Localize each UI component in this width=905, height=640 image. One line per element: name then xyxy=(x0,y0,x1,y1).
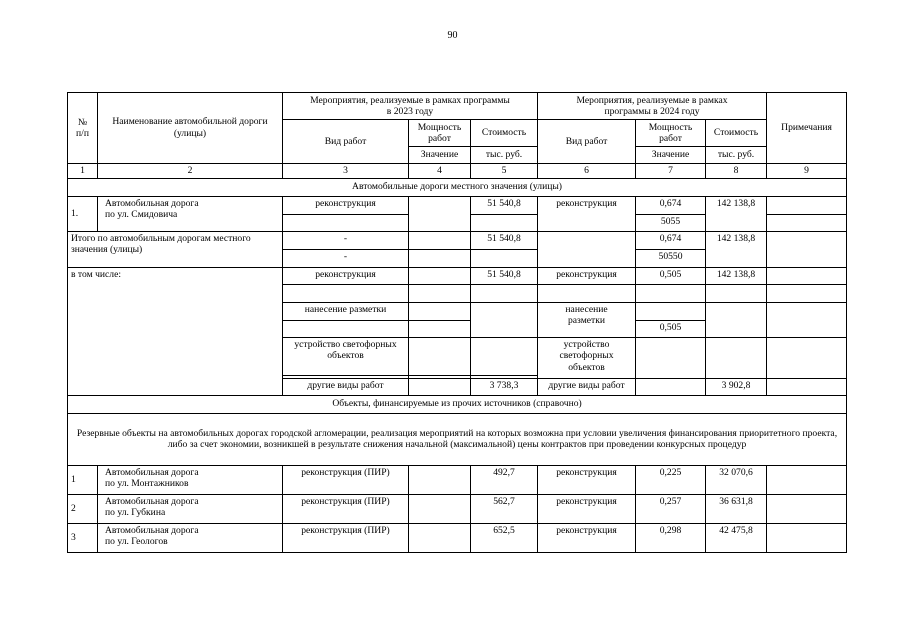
header-notes: Примечания xyxy=(767,93,847,164)
work-type-2023 xyxy=(283,284,409,302)
capacity-2024: 5055 xyxy=(636,214,706,231)
work-type-2024: другие виды работ xyxy=(538,378,636,395)
notes xyxy=(767,196,847,214)
notes xyxy=(767,494,847,523)
notes xyxy=(767,337,847,378)
road-name: Автомобильная дорога по ул. Смидовича xyxy=(98,196,283,231)
notes xyxy=(767,465,847,494)
header-cost-2023: Стоимость xyxy=(471,120,538,147)
cost-2023: 51 540,8 xyxy=(471,196,538,214)
work-type-2023 xyxy=(283,214,409,231)
notes xyxy=(767,284,847,302)
capacity-2023 xyxy=(409,284,471,302)
capacity-2024 xyxy=(636,337,706,378)
work-type-2023: - xyxy=(283,249,409,267)
capacity-2024: 0,298 xyxy=(636,523,706,552)
work-type-2023: нанесение разметки xyxy=(283,302,409,320)
capacity-2023 xyxy=(409,523,471,552)
roads-program-table xyxy=(67,92,847,553)
work-type-2023: реконструкция (ПИР) xyxy=(283,465,409,494)
cost-2024: 32 070,6 xyxy=(706,465,767,494)
col-num: 5 xyxy=(471,164,538,179)
work-type-2024 xyxy=(538,231,636,267)
capacity-2024 xyxy=(636,302,706,320)
cost-2023: 51 540,8 xyxy=(471,231,538,249)
col-num: 6 xyxy=(538,164,636,179)
work-type-2023: реконструкция xyxy=(283,267,409,284)
work-type-2023: другие виды работ xyxy=(283,378,409,395)
cost-2023: 3 738,3 xyxy=(471,378,538,395)
header-num: № п/п xyxy=(68,93,98,164)
header-group-2023: Мероприятия, реализуемые в рамках программы в 2023 году xyxy=(283,93,538,120)
capacity-2024: 0,225 xyxy=(636,465,706,494)
cost-2023 xyxy=(471,337,538,375)
cost-2024: 142 138,8 xyxy=(706,196,767,231)
capacity-2024: 0,257 xyxy=(636,494,706,523)
capacity-2024: 0,674 xyxy=(636,231,706,249)
cost-2024: 3 902,8 xyxy=(706,378,767,395)
work-type-2023: реконструкция (ПИР) xyxy=(283,494,409,523)
header-unit-2023: тыс. руб. xyxy=(471,147,538,164)
row-num: 1. xyxy=(68,196,98,231)
table-row xyxy=(68,267,847,284)
work-type-2023: реконструкция xyxy=(283,196,409,214)
capacity-2023 xyxy=(409,196,471,231)
row-num: 1 xyxy=(68,465,98,494)
header-cost-2024: Стоимость xyxy=(706,120,767,147)
capacity-2023 xyxy=(409,337,471,375)
cost-2024: 142 138,8 xyxy=(706,267,767,284)
capacity-2024 xyxy=(636,378,706,395)
cost-2023: 492,7 xyxy=(471,465,538,494)
cost-2024 xyxy=(706,302,767,337)
notes xyxy=(767,378,847,395)
notes xyxy=(767,214,847,231)
table-row xyxy=(68,465,847,494)
section-title-local-roads: Автомобильные дороги местного значения (улицы) xyxy=(68,178,847,196)
capacity-2024: 0,505 xyxy=(636,320,706,337)
notes xyxy=(767,302,847,337)
work-type-2023 xyxy=(283,320,409,337)
header-value-2024: Значение xyxy=(636,147,706,164)
work-type-2024: реконструкция xyxy=(538,523,636,552)
capacity-2023 xyxy=(409,494,471,523)
notes xyxy=(767,267,847,284)
page-number: 90 xyxy=(447,30,458,41)
work-type-2024: реконструкция xyxy=(538,267,636,284)
cost-2024: 36 631,8 xyxy=(706,494,767,523)
capacity-2023 xyxy=(409,249,471,267)
work-type-2023: - xyxy=(283,231,409,249)
cost-2023 xyxy=(471,302,538,337)
header-capacity-2024: Мощность работ xyxy=(636,120,706,147)
header-capacity-2023: Мощность работ xyxy=(409,120,471,147)
work-type-2024: реконструкция xyxy=(538,494,636,523)
row-num: 3 xyxy=(68,523,98,552)
work-type-2024 xyxy=(538,284,636,302)
cost-2024 xyxy=(706,337,767,378)
capacity-2023 xyxy=(409,320,471,337)
column-numbers-row xyxy=(68,164,847,179)
total-row xyxy=(68,231,847,249)
work-type-2024: реконструкция xyxy=(538,196,636,231)
col-num: 9 xyxy=(767,164,847,179)
capacity-2024: 0,674 xyxy=(636,196,706,214)
col-num: 3 xyxy=(283,164,409,179)
cost-2023 xyxy=(471,214,538,231)
capacity-2023 xyxy=(409,267,471,284)
reserve-objects-text: Резервные объекты на автомобильных дорогах городской агломерации, реализация мероприятий на которых возможна при условии увеличения финансирования приоритетного проекта, либо за счет экономии, возникшей в результате снижения начальной (максимальной) цены контрактов при проведении конкурсных процедур xyxy=(68,413,847,465)
total-label: Итого по автомобильным дорогам местного значения (улицы) xyxy=(68,231,283,267)
work-type-2023: реконструкция (ПИР) xyxy=(283,523,409,552)
table-row xyxy=(68,196,847,214)
col-num: 4 xyxy=(409,164,471,179)
cost-2024: 42 475,8 xyxy=(706,523,767,552)
including-label: в том числе: xyxy=(68,267,283,395)
work-type-2023: устройство светофорных объектов xyxy=(283,337,409,375)
capacity-2024: 50550 xyxy=(636,249,706,267)
row-num: 2 xyxy=(68,494,98,523)
road-name: Автомобильная дорога по ул. Губкина xyxy=(98,494,283,523)
header-unit-2024: тыс. руб. xyxy=(706,147,767,164)
notes xyxy=(767,231,847,267)
col-num: 2 xyxy=(98,164,283,179)
capacity-2023 xyxy=(409,378,471,395)
capacity-2023 xyxy=(409,302,471,320)
cost-2023 xyxy=(471,249,538,267)
capacity-2023 xyxy=(409,231,471,249)
capacity-2023 xyxy=(409,465,471,494)
road-name: Автомобильная дорога по ул. Геологов xyxy=(98,523,283,552)
cost-2023: 51 540,8 xyxy=(471,267,538,284)
cost-2023: 652,5 xyxy=(471,523,538,552)
cost-2023: 562,7 xyxy=(471,494,538,523)
header-work-type-2023: Вид работ xyxy=(283,120,409,164)
capacity-2024: 0,505 xyxy=(636,267,706,284)
header-road-name: Наименование автомобильной дороги (улицы) xyxy=(98,93,283,164)
work-type-2024: реконструкция xyxy=(538,465,636,494)
header-work-type-2024: Вид работ xyxy=(538,120,636,164)
header-value-2023: Значение xyxy=(409,147,471,164)
cost-2023 xyxy=(471,284,538,302)
header-group-2024: Мероприятия, реализуемые в рамках программы в 2024 году xyxy=(538,93,767,120)
section-title-other-sources: Объекты, финансируемые из прочих источников (справочно) xyxy=(68,395,847,413)
col-num: 1 xyxy=(68,164,98,179)
capacity-2024 xyxy=(636,284,706,302)
work-type-2024: нанесение разметки xyxy=(538,302,636,337)
notes xyxy=(767,523,847,552)
cost-2024 xyxy=(706,284,767,302)
table-row xyxy=(68,494,847,523)
col-num: 7 xyxy=(636,164,706,179)
col-num: 8 xyxy=(706,164,767,179)
work-type-2024: устройство светофорных объектов xyxy=(538,337,636,378)
cost-2024: 142 138,8 xyxy=(706,231,767,267)
road-name: Автомобильная дорога по ул. Монтажников xyxy=(98,465,283,494)
table-row xyxy=(68,523,847,552)
